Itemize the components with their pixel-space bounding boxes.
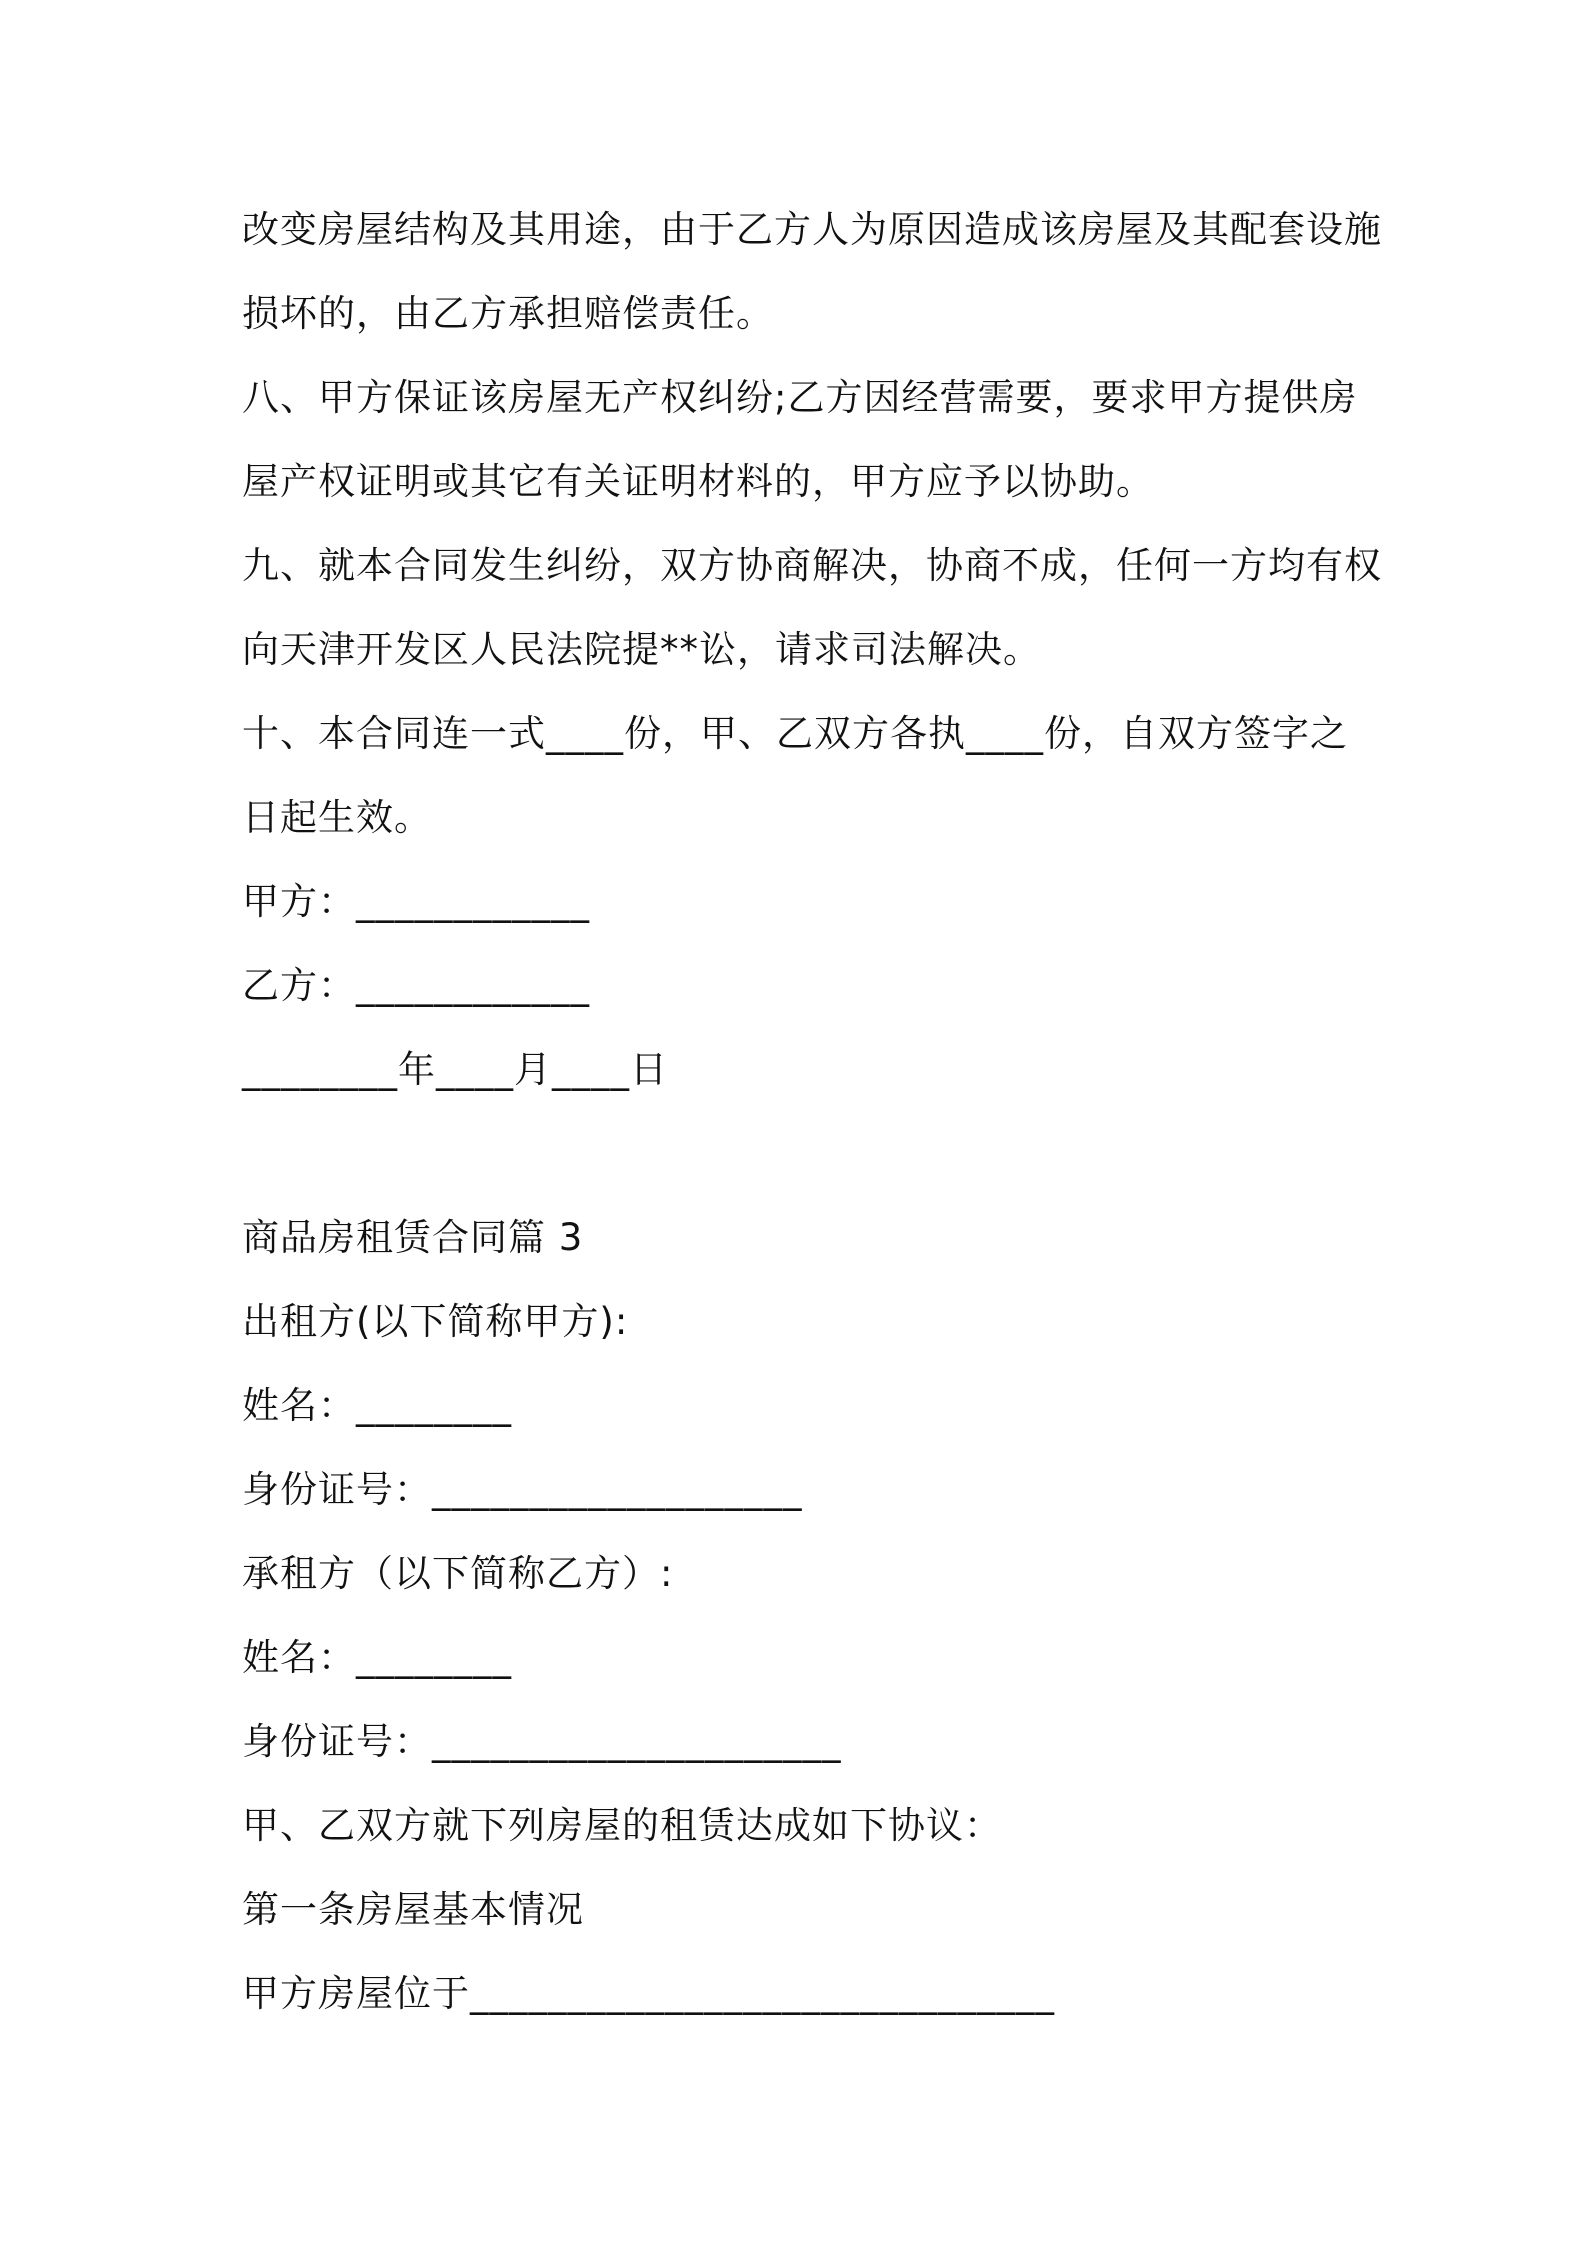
lessor-heading: 出租方(以下简称甲方): <box>242 1300 629 1343</box>
clause-8-line-2: 屋产权证明或其它有关证明材料的，甲方应予以协助。 <box>242 460 1154 503</box>
party-b-signature-line: 乙方：____________ <box>242 964 590 1007</box>
lessor-name-line: 姓名：________ <box>242 1384 512 1427</box>
clause-10-line-2: 日起生效。 <box>242 796 432 839</box>
party-a-signature-line: 甲方：____________ <box>242 880 590 923</box>
lessee-id-line: 身份证号：_____________________ <box>242 1720 842 1763</box>
article-1-heading: 第一条房屋基本情况 <box>242 1888 584 1931</box>
paragraph-7-line-2: 改变房屋结构及其用途，由于乙方人为原因造成该房屋及其配套设施 <box>242 208 1382 251</box>
clause-9-line-1: 九、就本合同发生纠纷，双方协商解决，协商不成，任何一方均有权 <box>242 544 1382 587</box>
lessor-id-line: 身份证号：___________________ <box>242 1468 803 1511</box>
clause-8-line-1: 八、甲方保证该房屋无产权纠纷;乙方因经营需要，要求甲方提供房 <box>242 376 1358 419</box>
clause-9-line-2: 向天津开发区人民法院提**讼，请求司法解决。 <box>242 628 1041 671</box>
property-location-line: 甲方房屋位于______________________________ <box>242 1972 1055 2015</box>
paragraph-7-line-3: 损坏的，由乙方承担赔偿责任。 <box>242 292 774 335</box>
section-title: 商品房租赁合同篇 3 <box>242 1216 584 1259</box>
agreement-intro: 甲、乙双方就下列房屋的租赁达成如下协议： <box>242 1804 1002 1847</box>
signing-date-line: ________年____月____日 <box>242 1048 668 1091</box>
lessee-heading: 承租方（以下简称乙方）: <box>242 1552 674 1595</box>
clause-10-line-1: 十、本合同连一式____份，甲、乙双方各执____份，自双方签字之 <box>242 712 1348 755</box>
lessee-name-line: 姓名：________ <box>242 1636 512 1679</box>
